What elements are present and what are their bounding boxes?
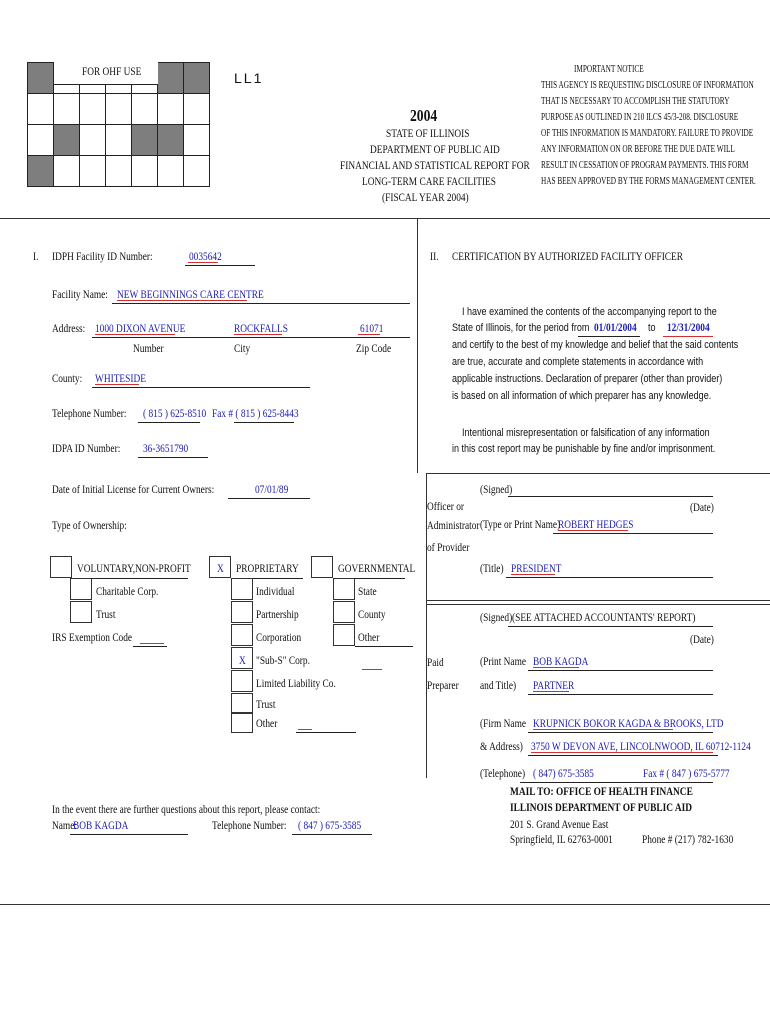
idpa-value[interactable]: 36-3651790 bbox=[143, 441, 189, 455]
city-value[interactable]: ROCKFALLS bbox=[234, 321, 288, 335]
spellcheck-mark bbox=[358, 334, 380, 335]
spellcheck-mark bbox=[188, 262, 218, 263]
period-from[interactable]: 01/01/2004 bbox=[594, 320, 637, 334]
partnership-checkbox[interactable] bbox=[231, 601, 253, 623]
period-from-underline bbox=[578, 336, 640, 337]
fax-value-2[interactable]: Fax # ( 847 ) 675-5777 bbox=[643, 766, 730, 780]
contact-phone-value[interactable]: ( 847 ) 675-3585 bbox=[298, 818, 362, 832]
partnership-label: Partnership bbox=[256, 607, 299, 621]
section-divider bbox=[0, 218, 770, 219]
irs-code-label: IRS Exemption Code bbox=[52, 630, 133, 644]
notice-line: HAS BEEN APPROVED BY THE FORMS MANAGEMENT CENTER. bbox=[541, 175, 756, 187]
fax-value[interactable]: Fax # ( 815 ) 625-8443 bbox=[212, 406, 299, 420]
city-caption: City bbox=[234, 341, 251, 355]
telephone-label: Telephone Number: bbox=[52, 406, 127, 420]
address-label: Address: bbox=[52, 321, 86, 335]
title-line-5: (FISCAL YEAR 2004) bbox=[382, 190, 469, 204]
contact-name-underline bbox=[70, 834, 188, 835]
officer-name[interactable]: ROBERT HEDGES bbox=[558, 517, 634, 531]
officer-label-1: Officer or bbox=[427, 499, 464, 513]
contact-name-value[interactable]: BOB KAGDA bbox=[73, 818, 129, 832]
voluntary-label: VOLUNTARY,NON-PROFIT bbox=[77, 561, 191, 575]
spellcheck-mark bbox=[533, 691, 569, 692]
individual-checkbox[interactable] bbox=[231, 578, 253, 600]
facility-name-underline bbox=[112, 303, 410, 304]
ohf-use-label: FOR OHF USE bbox=[82, 64, 142, 78]
spellcheck-mark bbox=[558, 530, 628, 531]
officer-label-3: of Provider bbox=[427, 540, 470, 554]
other2-checkbox[interactable] bbox=[333, 624, 355, 646]
officer-title[interactable]: PRESIDENT bbox=[511, 561, 562, 575]
section-2-number: II. bbox=[430, 249, 439, 263]
voluntary-checkbox[interactable] bbox=[50, 556, 72, 578]
warn-line-1: Intentional misrepresentation or falsification of any information bbox=[462, 427, 710, 439]
preparer-label: Preparer bbox=[427, 678, 459, 692]
state-checkbox[interactable] bbox=[333, 578, 355, 600]
zip-caption: Zip Code bbox=[356, 341, 392, 355]
preparer-signature-line bbox=[508, 626, 713, 627]
county-label: County: bbox=[52, 371, 83, 385]
trust2-label: Trust bbox=[256, 697, 276, 711]
officer-label-2: Administrator bbox=[427, 518, 480, 532]
notice-line: ANY INFORMATION ON OR BEFORE THE DUE DATE WILL bbox=[541, 143, 735, 155]
other2-label: Other bbox=[358, 630, 380, 644]
preparer-title[interactable]: PARTNER bbox=[533, 678, 575, 692]
mail-phone: Phone # (217) 782-1630 bbox=[642, 832, 734, 846]
tel-label: (Telephone) bbox=[480, 766, 526, 780]
officer-name-underline bbox=[553, 533, 713, 534]
spellcheck-mark bbox=[511, 574, 555, 575]
idph-label: IDPH Facility ID Number: bbox=[52, 249, 153, 263]
column-divider bbox=[417, 218, 418, 473]
trust-label: Trust bbox=[96, 607, 116, 621]
spellcheck-mark bbox=[95, 334, 175, 335]
firm-label: (Firm Name bbox=[480, 716, 527, 730]
subs-corp-label: "Sub-S" Corp. bbox=[256, 653, 310, 667]
type-print-label: (Type or Print Name) bbox=[480, 517, 561, 531]
street-value[interactable]: 1000 DIXON AVENUE bbox=[95, 321, 186, 335]
facility-name-value[interactable]: NEW BEGINNINGS CARE CENTRE bbox=[117, 287, 264, 301]
and-title-label: and Title) bbox=[480, 678, 517, 692]
firm-address[interactable]: 3750 W DEVON AVE, LINCOLNWOOD, IL 60712-1124 bbox=[531, 739, 751, 753]
spellcheck-mark bbox=[533, 729, 673, 730]
spellcheck-mark bbox=[533, 667, 579, 668]
spellcheck-mark bbox=[140, 643, 164, 644]
tel-value[interactable]: ( 847) 675-3585 bbox=[533, 766, 594, 780]
fax-underline bbox=[234, 422, 294, 423]
signed2-value[interactable]: (SEE ATTACHED ACCOUNTANTS' REPORT) bbox=[512, 610, 696, 624]
telephone-underline bbox=[138, 422, 200, 423]
idph-underline bbox=[185, 265, 255, 266]
idph-value[interactable]: 0035642 bbox=[189, 249, 222, 263]
spellcheck-mark bbox=[95, 384, 139, 385]
to-label: to bbox=[648, 322, 656, 334]
preparer-box-top-2 bbox=[426, 604, 770, 605]
governmental-label: GOVERNMENTAL bbox=[338, 561, 416, 575]
trust-checkbox[interactable] bbox=[70, 601, 92, 623]
spellcheck-mark bbox=[663, 336, 713, 337]
proprietary-mark: X bbox=[217, 561, 224, 575]
other-label: Other bbox=[256, 716, 278, 730]
county2-checkbox[interactable] bbox=[333, 601, 355, 623]
mail-line-4: Springfield, IL 62763-0001 bbox=[510, 832, 613, 846]
county-underline bbox=[92, 387, 310, 388]
form-bottom-line bbox=[0, 904, 770, 905]
irs-code-input[interactable] bbox=[133, 646, 167, 647]
period-to[interactable]: 12/31/2004 bbox=[667, 320, 710, 334]
firm-name-underline bbox=[528, 732, 713, 733]
mail-line-3: 201 S. Grand Avenue East bbox=[510, 817, 609, 831]
title-line-4: LONG-TERM CARE FACILITIES bbox=[362, 174, 496, 188]
license-date-label: Date of Initial License for Current Owners: bbox=[52, 482, 215, 496]
mail-line-2: ILLINOIS DEPARTMENT OF PUBLIC AID bbox=[510, 800, 693, 814]
notice-line: THIS AGENCY IS REQUESTING DISCLOSURE OF INFORMATION bbox=[541, 79, 754, 91]
preparer-title-underline bbox=[528, 694, 713, 695]
corporation-label: Corporation bbox=[256, 630, 302, 644]
county2-label: County bbox=[358, 607, 386, 621]
trust2-checkbox[interactable] bbox=[231, 693, 253, 713]
individual-label: Individual bbox=[256, 584, 295, 598]
date-label: (Date) bbox=[690, 500, 714, 514]
contact-name-label: Name: bbox=[52, 818, 77, 832]
notice-line: OF THIS INFORMATION IS MANDATORY. FAILURE TO PROVIDE bbox=[541, 127, 754, 139]
llc-label: Limited Liability Co. bbox=[256, 676, 336, 690]
idpa-underline bbox=[138, 457, 208, 458]
notice-line: IMPORTANT NOTICE bbox=[574, 63, 644, 75]
title-line-1: STATE OF ILLINOIS bbox=[386, 126, 470, 140]
officer-box-top bbox=[426, 473, 770, 474]
governmental-checkbox[interactable] bbox=[311, 556, 333, 578]
zip-value[interactable]: 61071 bbox=[360, 321, 384, 335]
cert-line-1: I have examined the contents of the accompanying report to the bbox=[462, 306, 717, 318]
firm-name[interactable]: KRUPNICK BOKOR KAGDA & BROOKS, LTD bbox=[533, 716, 724, 730]
other2-input[interactable] bbox=[355, 646, 413, 647]
address-underline bbox=[92, 337, 410, 338]
cert-line-6: is based on all information of which preparer has any knowledge. bbox=[452, 390, 712, 402]
proprietary-label: PROPRIETARY bbox=[236, 561, 299, 575]
firm-address-underline bbox=[528, 755, 718, 756]
spellcheck-mark bbox=[298, 729, 312, 730]
section-1-number: I. bbox=[33, 249, 39, 263]
report-year: 2004 bbox=[410, 106, 438, 125]
subs-corp-mark: X bbox=[239, 653, 246, 667]
certification-title: CERTIFICATION BY AUTHORIZED FACILITY OFFICER bbox=[452, 249, 684, 263]
officer-title-underline bbox=[506, 577, 713, 578]
signed-label: (Signed) bbox=[480, 482, 513, 496]
telephone-value[interactable]: ( 815 ) 625-8510 bbox=[143, 406, 207, 420]
notice-line: THAT IS NECESSARY TO ACCOMPLISH THE STATUTORY bbox=[541, 95, 730, 107]
title-line-3: FINANCIAL AND STATISTICAL REPORT FOR bbox=[340, 158, 530, 172]
charitable-label: Charitable Corp. bbox=[96, 584, 159, 598]
notice-line: RESULT IN CESSATION OF PROGRAM PAYMENTS. THIS FORM bbox=[541, 159, 749, 171]
ownership-label: Type of Ownership: bbox=[52, 518, 127, 532]
cert-line-3: and certify to the best of my knowledge and belief that the said contents bbox=[452, 339, 739, 351]
llc-checkbox[interactable] bbox=[231, 670, 253, 692]
other-input[interactable] bbox=[296, 732, 356, 733]
preparer-name-underline bbox=[528, 670, 713, 671]
paid-label: Paid bbox=[427, 655, 444, 669]
preparer-box-top bbox=[426, 600, 770, 601]
spellcheck-mark bbox=[234, 334, 282, 335]
other-checkbox[interactable] bbox=[231, 713, 253, 733]
cert-line-5: applicable instructions. Declaration of preparer (other than provider) bbox=[452, 373, 723, 385]
tel-underline bbox=[520, 782, 713, 783]
license-date-value[interactable]: 07/01/89 bbox=[255, 482, 289, 496]
contact-phone-underline bbox=[292, 834, 372, 835]
mail-line-1: MAIL TO: OFFICE OF HEALTH FINANCE bbox=[510, 784, 693, 798]
idpa-label: IDPA ID Number: bbox=[52, 441, 121, 455]
signed2-label: (Signed) bbox=[480, 610, 513, 624]
title-line-2: DEPARTMENT OF PUBLIC AID bbox=[370, 142, 500, 156]
cert-line-4: are true, accurate and complete statements in accordance with bbox=[452, 356, 704, 368]
number-caption: Number bbox=[133, 341, 164, 355]
preparer-name[interactable]: BOB KAGDA bbox=[533, 654, 589, 668]
spellcheck-mark bbox=[117, 300, 247, 301]
warn-line-2: in this cost report may be punishable by fine and/or imprisonment. bbox=[452, 443, 716, 455]
facility-name-label: Facility Name: bbox=[52, 287, 108, 301]
charitable-checkbox[interactable] bbox=[70, 578, 92, 600]
county-value[interactable]: WHITESIDE bbox=[95, 371, 146, 385]
spellcheck-mark bbox=[531, 752, 713, 753]
cert-line-2: State of Illinois, for the period from bbox=[452, 322, 590, 334]
spellcheck-mark bbox=[362, 669, 382, 670]
officer-signature-line[interactable] bbox=[508, 496, 713, 497]
title-label: (Title) bbox=[480, 561, 504, 575]
address2-label: & Address) bbox=[480, 739, 523, 753]
contact-phone-label: Telephone Number: bbox=[212, 818, 287, 832]
license-date-underline bbox=[228, 498, 310, 499]
state-label: State bbox=[358, 584, 377, 598]
questions-text: In the event there are further questions about this report, please contact: bbox=[52, 802, 321, 816]
date2-label: (Date) bbox=[690, 632, 714, 646]
form-code: LL1 bbox=[234, 70, 264, 86]
corporation-checkbox[interactable] bbox=[231, 624, 253, 646]
notice-line: PURPOSE AS OUTLINED IN 210 ILCS 45/3-208. DISCLOSURE bbox=[541, 111, 739, 123]
print-name-label: (Print Name bbox=[480, 654, 527, 668]
